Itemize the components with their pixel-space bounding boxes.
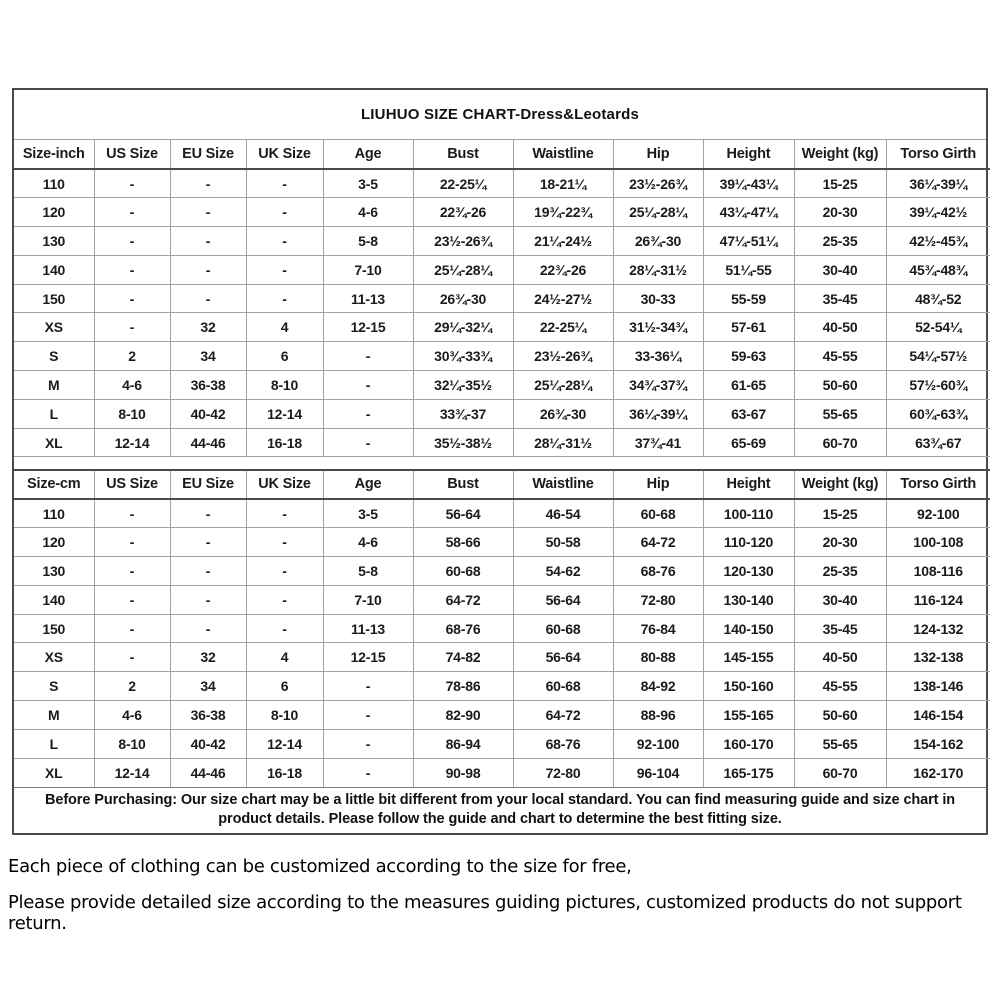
table-cell: 20-30 — [794, 528, 886, 557]
table-cell: 56-64 — [513, 643, 613, 672]
table-cell: - — [170, 528, 246, 557]
table-cell: 40-42 — [170, 729, 246, 758]
table-cell: - — [246, 585, 323, 614]
header-cell-cm-5: Bust — [413, 470, 513, 499]
table-cell: 25¼-28¼ — [613, 198, 703, 227]
table-row-inch-M — [14, 371, 990, 400]
purchasing-note: Before Purchasing: Our size chart may be a little bit different from your local standard. You can find measuring guide and size chart in product details. Please follow the guide and chart to determine the best fitting size. — [14, 787, 986, 833]
table-row-inch-XL — [14, 428, 990, 457]
table-row-inch-150 — [14, 284, 990, 313]
table-cell: 34 — [170, 672, 246, 701]
table-cell: 5-8 — [323, 557, 413, 586]
table-cell: 34¾-37¾ — [613, 371, 703, 400]
table-cell: 16-18 — [246, 758, 323, 787]
table-cell: 32¼-35½ — [413, 371, 513, 400]
table-cell: 150-160 — [703, 672, 794, 701]
table-cell: 100-108 — [886, 528, 990, 557]
customization-note-line2: Please provide detailed size according to the measures guiding pictures, customized products do not support return. — [8, 892, 962, 934]
table-cell: 90-98 — [413, 758, 513, 787]
table-row-cm-110 — [14, 499, 990, 528]
table-cell: 162-170 — [886, 758, 990, 787]
table-cell: 68-76 — [413, 614, 513, 643]
header-cell-inch-1: US Size — [94, 140, 170, 169]
table-cell: 11-13 — [323, 284, 413, 313]
table-cell: 60-70 — [794, 428, 886, 457]
table-cell: 45-55 — [794, 342, 886, 371]
table-cell: 59-63 — [703, 342, 794, 371]
table-cell: 7-10 — [323, 585, 413, 614]
table-cell: 11-13 — [323, 614, 413, 643]
table-cell: 110 — [14, 169, 94, 198]
table-cell: 80-88 — [613, 643, 703, 672]
table-cell: 92-100 — [886, 499, 990, 528]
table-cell: - — [94, 614, 170, 643]
table-cell: - — [170, 585, 246, 614]
table-cell: - — [94, 557, 170, 586]
table-cell: 96-104 — [613, 758, 703, 787]
table-cell: 8-10 — [94, 729, 170, 758]
table-cell: 130 — [14, 227, 94, 256]
table-cell: 57-61 — [703, 313, 794, 342]
table-cell: - — [94, 313, 170, 342]
table-cell: 21¼-24½ — [513, 227, 613, 256]
table-cell: 84-92 — [613, 672, 703, 701]
table-cell: - — [94, 585, 170, 614]
table-cell: - — [246, 255, 323, 284]
table-cell: - — [246, 614, 323, 643]
table-cell: 58-66 — [413, 528, 513, 557]
table-cell: 60-68 — [513, 614, 613, 643]
table-cell: 34 — [170, 342, 246, 371]
table-cell: - — [246, 557, 323, 586]
table-cell: - — [323, 729, 413, 758]
header-cell-cm-4: Age — [323, 470, 413, 499]
header-cell-inch-9: Weight (kg) — [794, 140, 886, 169]
table-cell: 26¾-30 — [513, 399, 613, 428]
header-cell-inch-3: UK Size — [246, 140, 323, 169]
table-cell: 35-45 — [794, 614, 886, 643]
table-cell: 76-84 — [613, 614, 703, 643]
table-cell: - — [246, 227, 323, 256]
table-cell: 12-14 — [94, 428, 170, 457]
table-cell: - — [246, 198, 323, 227]
table-cell: 68-76 — [613, 557, 703, 586]
header-cell-cm-7: Hip — [613, 470, 703, 499]
table-cell: 130 — [14, 557, 94, 586]
table-cell: 78-86 — [413, 672, 513, 701]
table-cell: 3-5 — [323, 169, 413, 198]
size-chart-container — [12, 88, 988, 835]
table-cell: 4-6 — [94, 701, 170, 730]
table-cell: 26¾-30 — [613, 227, 703, 256]
table-cell: 60¾-63¾ — [886, 399, 990, 428]
table-cell: - — [94, 499, 170, 528]
table-row-cm-S — [14, 672, 990, 701]
table-cell: 30-40 — [794, 585, 886, 614]
table-cell: 26¾-30 — [413, 284, 513, 313]
table-cell: 28¼-31½ — [613, 255, 703, 284]
table-cell: 51¼-55 — [703, 255, 794, 284]
table-cell: 6 — [246, 342, 323, 371]
table-cell: M — [14, 371, 94, 400]
table-cell: - — [170, 614, 246, 643]
table-cell: 72-80 — [513, 758, 613, 787]
table-cell: 50-58 — [513, 528, 613, 557]
table-cell: 12-14 — [94, 758, 170, 787]
table-cell: 4 — [246, 313, 323, 342]
table-cell: 7-10 — [323, 255, 413, 284]
table-row-inch-130 — [14, 227, 990, 256]
header-cell-cm-9: Weight (kg) — [794, 470, 886, 499]
table-cell: 55-65 — [794, 399, 886, 428]
table-cell: 74-82 — [413, 643, 513, 672]
table-cell: 5-8 — [323, 227, 413, 256]
table-cell: 92-100 — [613, 729, 703, 758]
table-cell: - — [170, 169, 246, 198]
table-cell: 2 — [94, 672, 170, 701]
table-cell: 56-64 — [413, 499, 513, 528]
table-cell: 22-25¼ — [413, 169, 513, 198]
table-cell: 116-124 — [886, 585, 990, 614]
table-cell: - — [323, 758, 413, 787]
table-cell: - — [94, 227, 170, 256]
table-row-inch-140 — [14, 255, 990, 284]
table-cell: 108-116 — [886, 557, 990, 586]
table-cell: 48¾-52 — [886, 284, 990, 313]
table-cell: 28¼-31½ — [513, 428, 613, 457]
header-cell-inch-8: Height — [703, 140, 794, 169]
table-row-cm-L — [14, 729, 990, 758]
table-cell: 56-64 — [513, 585, 613, 614]
table-cell: XS — [14, 313, 94, 342]
table-cell: 8-10 — [246, 701, 323, 730]
table-cell: 16-18 — [246, 428, 323, 457]
table-cell: 124-132 — [886, 614, 990, 643]
table-cell: - — [94, 643, 170, 672]
table-cell: 4 — [246, 643, 323, 672]
table-cell: S — [14, 342, 94, 371]
table-cell: 54¼-57½ — [886, 342, 990, 371]
table-cell: - — [94, 255, 170, 284]
table-cell: 55-59 — [703, 284, 794, 313]
header-cell-inch-5: Bust — [413, 140, 513, 169]
table-cell: 132-138 — [886, 643, 990, 672]
table-cell: 25¼-28¼ — [513, 371, 613, 400]
table-cell: 8-10 — [246, 371, 323, 400]
table-cell: - — [94, 284, 170, 313]
table-cell: 120 — [14, 198, 94, 227]
table-cell: 68-76 — [513, 729, 613, 758]
header-cell-cm-8: Height — [703, 470, 794, 499]
table-cell: 61-65 — [703, 371, 794, 400]
table-cell: 52-54¼ — [886, 313, 990, 342]
header-cell-inch-2: EU Size — [170, 140, 246, 169]
table-cell: XS — [14, 643, 94, 672]
table-cell: S — [14, 672, 94, 701]
size-chart-table — [14, 140, 990, 787]
table-cell: M — [14, 701, 94, 730]
table-cell: 4-6 — [94, 371, 170, 400]
table-cell: - — [170, 227, 246, 256]
size-chart-body — [14, 140, 990, 787]
table-cell: 4-6 — [323, 528, 413, 557]
table-cell: 23½-26¾ — [613, 169, 703, 198]
table-cell: 60-68 — [613, 499, 703, 528]
table-cell: 42½-45¾ — [886, 227, 990, 256]
header-cell-cm-3: UK Size — [246, 470, 323, 499]
table-row-cm-120 — [14, 528, 990, 557]
table-cell: 140 — [14, 585, 94, 614]
table-cell: 86-94 — [413, 729, 513, 758]
table-cell: 22¾-26 — [513, 255, 613, 284]
table-cell: 29¼-32¼ — [413, 313, 513, 342]
header-cell-cm-10: Torso Girth — [886, 470, 990, 499]
table-cell: 45¾-48¾ — [886, 255, 990, 284]
table-cell: 110-120 — [703, 528, 794, 557]
table-row-cm-XL — [14, 758, 990, 787]
table-cell: 31½-34¾ — [613, 313, 703, 342]
table-cell: 64-72 — [613, 528, 703, 557]
table-cell: 88-96 — [613, 701, 703, 730]
table-cell: 130-140 — [703, 585, 794, 614]
customization-note-line1: Each piece of clothing can be customized according to the size for free, — [8, 856, 632, 877]
table-cell: - — [94, 169, 170, 198]
table-cell: 140 — [14, 255, 94, 284]
table-cell: 146-154 — [886, 701, 990, 730]
chart-title: LIUHUO SIZE CHART-Dress&Leotards — [14, 90, 986, 140]
header-cell-inch-4: Age — [323, 140, 413, 169]
table-cell: 4-6 — [323, 198, 413, 227]
table-cell: 54-62 — [513, 557, 613, 586]
table-cell: 25¼-28¼ — [413, 255, 513, 284]
table-cell: 63-67 — [703, 399, 794, 428]
table-row-cm-M — [14, 701, 990, 730]
table-cell: 64-72 — [513, 701, 613, 730]
table-cell: XL — [14, 758, 94, 787]
table-cell: 36¼-39¼ — [613, 399, 703, 428]
table-cell: 46-54 — [513, 499, 613, 528]
table-cell: 50-60 — [794, 701, 886, 730]
table-cell: 45-55 — [794, 672, 886, 701]
table-cell: 12-15 — [323, 643, 413, 672]
table-cell: 36¼-39¼ — [886, 169, 990, 198]
table-cell: 47¼-51¼ — [703, 227, 794, 256]
table-cell: 33¾-37 — [413, 399, 513, 428]
table-cell: 23½-26¾ — [513, 342, 613, 371]
table-cell: 20-30 — [794, 198, 886, 227]
table-cell: 65-69 — [703, 428, 794, 457]
table-cell: - — [170, 255, 246, 284]
table-cell: 160-170 — [703, 729, 794, 758]
table-cell: - — [94, 528, 170, 557]
table-cell: XL — [14, 428, 94, 457]
table-cell: - — [323, 399, 413, 428]
table-row-inch-110 — [14, 169, 990, 198]
table-cell: 22¾-26 — [413, 198, 513, 227]
table-cell: 39¼-43¼ — [703, 169, 794, 198]
table-cell: 40-50 — [794, 643, 886, 672]
table-cell: - — [323, 342, 413, 371]
table-cell: 18-21¼ — [513, 169, 613, 198]
table-cell: - — [246, 499, 323, 528]
header-cell-inch-6: Waistline — [513, 140, 613, 169]
table-cell: 25-35 — [794, 227, 886, 256]
table-cell: 50-60 — [794, 371, 886, 400]
table-cell: 140-150 — [703, 614, 794, 643]
table-cell: 6 — [246, 672, 323, 701]
table-cell: 23½-26¾ — [413, 227, 513, 256]
table-row-inch-XS — [14, 313, 990, 342]
header-cell-inch-10: Torso Girth — [886, 140, 990, 169]
table-cell: 44-46 — [170, 758, 246, 787]
table-cell: 35-45 — [794, 284, 886, 313]
table-cell: L — [14, 399, 94, 428]
table-cell: 22-25¼ — [513, 313, 613, 342]
table-cell: 2 — [94, 342, 170, 371]
table-cell: L — [14, 729, 94, 758]
table-cell: 40-50 — [794, 313, 886, 342]
table-cell: 30-40 — [794, 255, 886, 284]
table-cell: 120-130 — [703, 557, 794, 586]
table-cell: - — [323, 701, 413, 730]
table-cell: 24½-27½ — [513, 284, 613, 313]
table-cell: 15-25 — [794, 499, 886, 528]
header-cell-cm-0: Size-cm — [14, 470, 94, 499]
table-cell: 60-68 — [413, 557, 513, 586]
table-cell: 44-46 — [170, 428, 246, 457]
header-cell-inch-7: Hip — [613, 140, 703, 169]
table-cell: 100-110 — [703, 499, 794, 528]
table-cell: 150 — [14, 284, 94, 313]
table-row-cm-150 — [14, 614, 990, 643]
table-cell: - — [323, 371, 413, 400]
header-cell-cm-1: US Size — [94, 470, 170, 499]
header-cell-cm-6: Waistline — [513, 470, 613, 499]
table-cell: 64-72 — [413, 585, 513, 614]
header-cell-inch-0: Size-inch — [14, 140, 94, 169]
table-cell: 43¼-47¼ — [703, 198, 794, 227]
table-cell: 72-80 — [613, 585, 703, 614]
table-cell: 12-14 — [246, 729, 323, 758]
table-cell: 35½-38½ — [413, 428, 513, 457]
table-cell: - — [170, 198, 246, 227]
table-cell: 120 — [14, 528, 94, 557]
table-cell: 32 — [170, 643, 246, 672]
table-cell: 150 — [14, 614, 94, 643]
table-cell: 110 — [14, 499, 94, 528]
header-cell-cm-2: EU Size — [170, 470, 246, 499]
table-row-cm-XS — [14, 643, 990, 672]
table-cell: 15-25 — [794, 169, 886, 198]
table-cell: 36-38 — [170, 371, 246, 400]
table-cell: 154-162 — [886, 729, 990, 758]
table-cell: 60-68 — [513, 672, 613, 701]
table-cell: 55-65 — [794, 729, 886, 758]
table-row-inch-L — [14, 399, 990, 428]
table-cell: - — [246, 169, 323, 198]
table-cell: 37¾-41 — [613, 428, 703, 457]
table-cell: 3-5 — [323, 499, 413, 528]
table-cell: 145-155 — [703, 643, 794, 672]
table-cell: 36-38 — [170, 701, 246, 730]
table-cell: 19¾-22¾ — [513, 198, 613, 227]
table-cell: 138-146 — [886, 672, 990, 701]
table-cell: 12-15 — [323, 313, 413, 342]
table-cell: 63¾-67 — [886, 428, 990, 457]
table-cell: 57½-60¾ — [886, 371, 990, 400]
table-cell: - — [323, 428, 413, 457]
table-cell: 155-165 — [703, 701, 794, 730]
table-cell: - — [170, 557, 246, 586]
table-cell: 25-35 — [794, 557, 886, 586]
table-cell: - — [246, 528, 323, 557]
table-row-cm-140 — [14, 585, 990, 614]
table-cell: - — [246, 284, 323, 313]
table-row-inch-120 — [14, 198, 990, 227]
table-cell: 39¼-42½ — [886, 198, 990, 227]
table-cell: - — [170, 284, 246, 313]
table-cell: 32 — [170, 313, 246, 342]
table-cell: 30-33 — [613, 284, 703, 313]
table-cell: - — [94, 198, 170, 227]
table-gap — [14, 457, 990, 470]
table-cell: 33-36¼ — [613, 342, 703, 371]
table-row-inch-S — [14, 342, 990, 371]
table-cell: 12-14 — [246, 399, 323, 428]
table-row-cm-130 — [14, 557, 990, 586]
table-cell: 60-70 — [794, 758, 886, 787]
table-cell: 165-175 — [703, 758, 794, 787]
table-cell: 8-10 — [94, 399, 170, 428]
table-cell: 82-90 — [413, 701, 513, 730]
table-cell: - — [170, 499, 246, 528]
table-cell: 40-42 — [170, 399, 246, 428]
table-cell: - — [323, 672, 413, 701]
table-cell: 30¾-33¾ — [413, 342, 513, 371]
